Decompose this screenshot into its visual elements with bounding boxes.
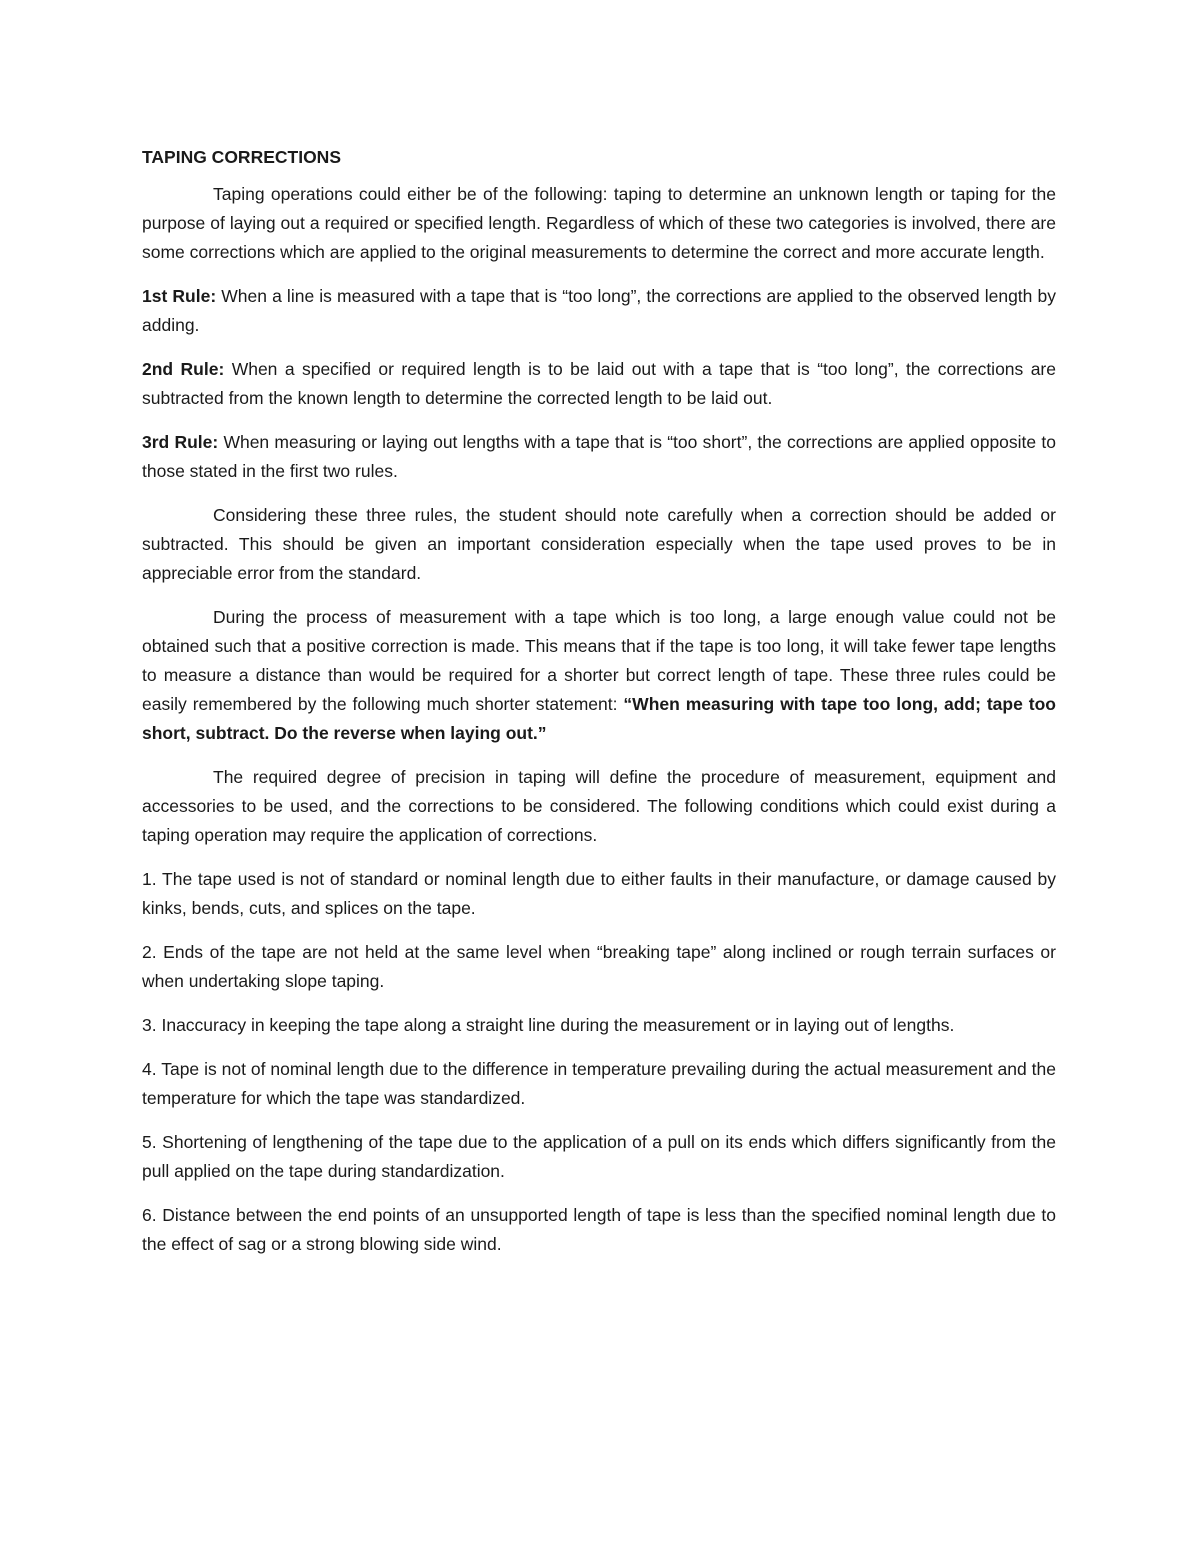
during-paragraph-text: During the process of measurement with a tape which is too long, a large enough value could not be obtained such that a positive correction is made. This means that if the tape is too long, it will take fewer tape lengths to measure a distance than would be required for a shorter but correct length of tape. These three rules could be easily remembered by the following much shorter statement: — [142, 607, 1056, 714]
condition-2-text: Ends of the tape are not held at the same level when “breaking tape” along inclined or rough terrain surfaces or when undertaking slope taping. — [142, 942, 1056, 991]
intro-paragraph: Taping operations could either be of the following: taping to determine an unknown length or taping for the purpose of laying out a required or specified length. Regardless of which of these two categories is involved, there are some corrections which are applied to the original measurements to determine the correct and more accurate length. — [142, 184, 1056, 262]
condition-5 — [142, 1128, 1056, 1186]
document-title: TAPING CORRECTIONS — [142, 147, 341, 167]
rule-1 — [142, 282, 1056, 340]
rule-2 — [142, 355, 1056, 413]
condition-1 — [142, 865, 1056, 923]
rule-2-label: 2nd Rule: — [142, 359, 225, 379]
rule-3-label: 3rd Rule: — [142, 432, 219, 452]
condition-5-text: Shortening of lengthening of the tape due to the application of a pull on its ends which differs significantly from the pull applied on the tape during standardization. — [142, 1132, 1056, 1181]
condition-5-number: 5. — [142, 1132, 157, 1152]
document-page — [142, 143, 1056, 1274]
rule-3-text: When measuring or laying out lengths with a tape that is “too short”, the corrections are applied opposite to those stated in the first two rules. — [142, 432, 1056, 481]
condition-1-text: The tape used is not of standard or nominal length due to either faults in their manufacture, or damage caused by kinks, bends, cuts, and splices on the tape. — [142, 869, 1056, 918]
condition-2-number: 2. — [142, 942, 157, 962]
condition-4-text: Tape is not of nominal length due to the difference in temperature prevailing during the actual measurement and the temperature for which the tape was standardized. — [142, 1059, 1056, 1108]
condition-4-number: 4. — [142, 1059, 157, 1079]
condition-6-text: Distance between the end points of an unsupported length of tape is less than the specified nominal length due to the effect of sag or a strong blowing side wind. — [142, 1205, 1056, 1254]
condition-3 — [142, 1011, 1056, 1040]
condition-6 — [142, 1201, 1056, 1259]
condition-6-number: 6. — [142, 1205, 157, 1225]
during-paragraph — [142, 603, 1056, 748]
condition-3-text: Inaccuracy in keeping the tape along a straight line during the measurement or in laying out of lengths. — [156, 1015, 955, 1035]
rule-2-text: When a specified or required length is to be laid out with a tape that is “too long”, the corrections are subtracted from the known length to determine the corrected length to be laid out. — [142, 359, 1056, 408]
condition-3-number: 3. — [142, 1015, 157, 1035]
summary-statement: “When measuring with tape too long, add; tape too short, subtract. Do the reverse when laying out.” — [142, 694, 1056, 743]
condition-2 — [142, 938, 1056, 996]
condition-1-number: 1. — [142, 869, 157, 889]
rule-3 — [142, 428, 1056, 486]
precision-paragraph: The required degree of precision in taping will define the procedure of measurement, equipment and accessories to be used, and the corrections to be considered. The following conditions which could exist during a taping operation may require the application of corrections. — [142, 767, 1056, 845]
condition-4 — [142, 1055, 1056, 1113]
rule-1-label: 1st Rule: — [142, 286, 217, 306]
rule-1-text: When a line is measured with a tape that is “too long”, the corrections are applied to the observed length by adding. — [142, 286, 1056, 335]
considering-paragraph: Considering these three rules, the student should note carefully when a correction should be added or subtracted. This should be given an important consideration especially when the tape used proves to be in appreciable error from the standard. — [142, 505, 1056, 583]
